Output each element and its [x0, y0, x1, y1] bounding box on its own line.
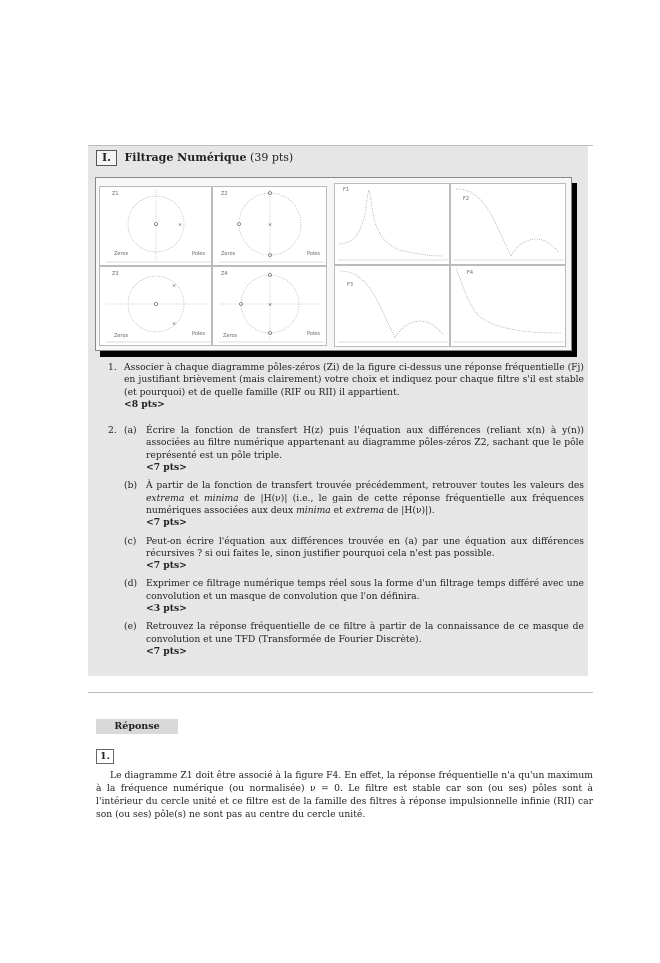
legend-poles: Poles	[307, 251, 320, 257]
plot-label: F3	[347, 282, 354, 288]
legend-poles: Poles	[192, 331, 205, 337]
subquestion-points: <7 pts>	[146, 462, 187, 474]
subquestion-text: À partir de la fonction de transfert trouvée précédemment, retrouver toutes les valeurs des	[146, 480, 584, 492]
subquestion-text: de |H(ν)| (i.e., le gain de cette réponse fréquentielle aux fréquences numériques associées aux deux	[146, 492, 584, 516]
legend-zeros: Zeros	[221, 251, 236, 257]
plot-label: F4	[467, 270, 474, 276]
question-number: 2.	[108, 425, 117, 437]
svg-text:×: ×	[268, 222, 273, 228]
answer-heading: Réponse	[96, 719, 178, 734]
frequency-plot-f4	[450, 265, 566, 347]
subquestion-points: <7 pts>	[146, 517, 187, 529]
subquestion-label: (b)	[124, 480, 138, 492]
subquestion-label: (a)	[124, 425, 137, 437]
section-number: I.	[96, 150, 117, 166]
subquestion-text: Peut-on écrire l'équation aux différences trouvée en (a) par une équation aux différences récursives ? si oui faites le, sinon justifier pourquoi cela n'est pas possible.	[146, 535, 584, 559]
frequency-plot-f1	[334, 183, 450, 265]
questions	[108, 362, 584, 666]
question-1	[108, 362, 584, 411]
legend-zeros: Zeros	[114, 251, 129, 257]
emphasis: extrema	[146, 492, 185, 504]
subquestion-d	[124, 578, 584, 615]
answer-text: Le diagramme Z1 doit être associé à la figure F4. En effet, la réponse fréquentielle n'a qu'un maximum à la fréquence numérique (ou normalisée) ν = 0. Le filtre est stable car son (ou ses) pôles sont à l'intérieur du cercle unité et ce filtre est de la famille des filtres à réponse impulsionnelle infinie (RII) car son (ou ses) pôle(s) ne sont pas au centre du cercle unité.	[96, 770, 593, 820]
subquestion-text: de |H(ν)|).	[384, 504, 435, 516]
question-number: 1.	[108, 362, 117, 373]
subquestion-text: et	[184, 492, 204, 504]
separator-rule	[88, 692, 593, 693]
subquestion-label: (e)	[124, 621, 137, 633]
subquestion-text: Écrire la fonction de transfert H(z) puis l'équation aux différences (reliant x(n) à y(n)) associées au filtre numérique appartenant au diagramme pôles-zéros Z2, sachant que le pôle représenté est un pôle triple.	[146, 425, 584, 461]
emphasis: extrema	[345, 504, 385, 516]
svg-text:×: ×	[172, 283, 177, 289]
legend-zeros: Zeros	[114, 333, 129, 339]
plot-label: Z2	[221, 191, 228, 197]
section-points: (39 pts)	[250, 151, 294, 164]
plot-label: Z1	[112, 191, 119, 197]
legend-poles: Poles	[307, 331, 320, 337]
plot-label: F2	[463, 196, 470, 202]
subquestion-text: Retrouvez la réponse fréquentielle de ce filtre à partir de la connaissance de ce masque de convolution et une TFD (Transformée de Fourier Discrète).	[146, 621, 584, 645]
question-2	[108, 425, 584, 658]
plot-label: Z4	[221, 271, 228, 277]
subquestion-c	[124, 536, 584, 573]
section-title	[96, 150, 293, 166]
figure	[95, 177, 572, 351]
svg-text:×: ×	[172, 321, 177, 327]
subquestion-e	[124, 621, 584, 658]
question-points: <8 pts>	[124, 398, 165, 410]
plot-label: F1	[343, 187, 350, 193]
subquestion-b	[124, 480, 584, 529]
legend-poles: Poles	[192, 251, 205, 257]
subquestion-a	[124, 425, 584, 474]
answer-number: 1.	[96, 749, 114, 764]
question-text: Associer à chaque diagramme pôles-zéros (Zi) de la figure ci-dessus une réponse fréquentielle (Fj) en justifiant brièvement (mais clairement) votre choix et indiquez pour chaque filtre s'il est stable (et pourquoi) et de quelle famille (RIF ou RII) il appartient.	[124, 362, 584, 398]
pole-zero-plot-z2	[212, 186, 327, 266]
subquestion-points: <7 pts>	[146, 645, 187, 657]
subquestion-text: Exprimer ce filtrage numérique temps réel sous la forme d'un filtrage temps différé avec une convolution et un masque de convolution que l'on définira.	[146, 578, 584, 602]
pole-zero-plot-z1	[99, 186, 212, 266]
svg-text:×: ×	[178, 222, 183, 228]
subquestion-text: et	[330, 504, 346, 516]
frequency-plot-f3	[334, 265, 450, 347]
section-name: Filtrage Numérique	[124, 151, 247, 164]
plot-label: Z3	[112, 271, 119, 277]
subquestion-label: (d)	[124, 578, 138, 590]
emphasis: minima	[203, 492, 239, 504]
pole-zero-plot-z3	[99, 266, 212, 346]
pole-zero-plot-z4	[212, 266, 327, 346]
subquestion-points: <3 pts>	[146, 603, 187, 615]
emphasis: minima	[296, 504, 331, 516]
subquestion-points: <7 pts>	[146, 560, 187, 572]
legend-zeros: Zeros	[223, 333, 238, 339]
svg-text:×: ×	[268, 302, 273, 308]
subquestion-label: (c)	[124, 535, 137, 547]
frequency-plot-f2	[450, 183, 566, 265]
